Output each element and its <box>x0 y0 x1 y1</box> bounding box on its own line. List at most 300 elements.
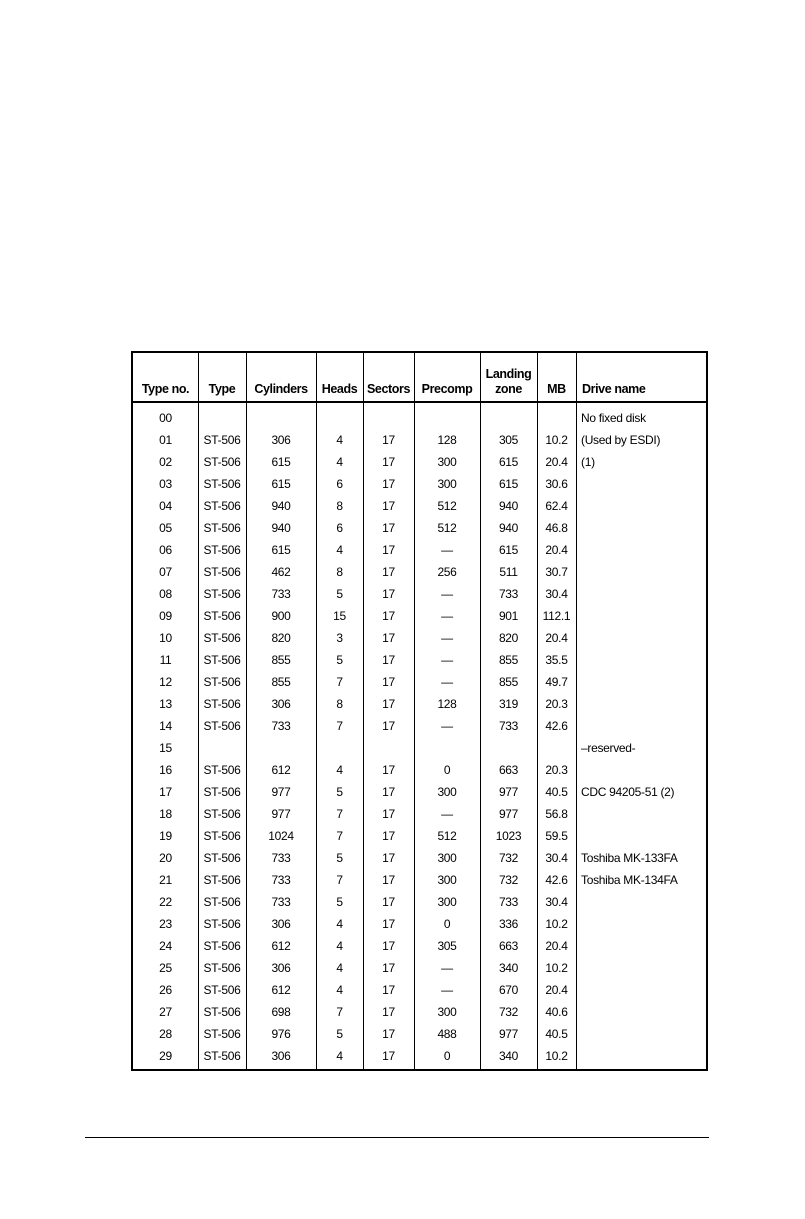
table-row <box>133 759 706 782</box>
cell-heads: 4 <box>336 455 343 469</box>
table-row <box>133 583 706 606</box>
table-row <box>133 473 706 496</box>
table-row <box>133 737 706 760</box>
cell-mb: 62.4 <box>545 499 568 513</box>
cell-mb: 40.5 <box>545 1027 568 1041</box>
cell-cylinders: 733 <box>271 587 291 601</box>
table-row <box>133 561 706 584</box>
cell-heads: 7 <box>336 1005 343 1019</box>
cell-sectors: 17 <box>382 829 395 843</box>
header-drive-name: Drive name <box>582 382 646 396</box>
cell-heads: 4 <box>336 543 343 557</box>
cell-landing-zone: 733 <box>498 895 519 909</box>
cell-cylinders: 976 <box>271 1027 291 1041</box>
cell-type: ST-506 <box>203 631 241 645</box>
cell-type-no: 15 <box>159 741 172 755</box>
cell-cylinders: 615 <box>271 543 291 557</box>
table-row <box>133 1023 706 1046</box>
cell-cylinders: 612 <box>271 763 291 777</box>
table-row <box>133 1045 706 1068</box>
cell-type-no: 13 <box>159 697 172 711</box>
cell-precomp: 512 <box>437 829 457 843</box>
cell-sectors: 17 <box>382 939 395 953</box>
cell-sectors: 17 <box>382 521 395 535</box>
cell-type: ST-506 <box>203 499 241 513</box>
footer-rule <box>85 1137 709 1138</box>
cell-landing-zone: 336 <box>498 917 519 931</box>
cell-type: ST-506 <box>203 455 241 469</box>
cell-cylinders: 733 <box>271 719 291 733</box>
cell-type-no: 16 <box>159 763 172 777</box>
cell-type: ST-506 <box>203 1027 241 1041</box>
cell-type: ST-506 <box>203 807 241 821</box>
cell-drive-name <box>576 891 708 914</box>
cell-type: ST-506 <box>203 565 241 579</box>
cell-type-no: 26 <box>159 983 172 997</box>
cell-cylinders: 977 <box>271 807 291 821</box>
cell-sectors: 17 <box>382 1005 395 1019</box>
cell-type-no: 27 <box>159 1005 172 1019</box>
cell-type-no: 05 <box>159 521 172 535</box>
header-sectors: Sectors <box>366 382 411 396</box>
cell-sectors: 17 <box>382 455 395 469</box>
table-row <box>133 1001 706 1024</box>
cell-cylinders: 940 <box>271 521 291 535</box>
cell-heads: 4 <box>336 961 343 975</box>
cell-sectors: 17 <box>382 1027 395 1041</box>
cell-drive-name <box>576 715 708 738</box>
cell-type-no: 20 <box>159 851 172 865</box>
cell-sectors: 17 <box>382 807 395 821</box>
cell-heads: 5 <box>336 653 343 667</box>
cell-sectors: 17 <box>382 763 395 777</box>
cell-type: ST-506 <box>203 543 241 557</box>
cell-precomp: — <box>441 609 453 623</box>
cell-mb: 10.2 <box>545 917 568 931</box>
cell-sectors: 17 <box>382 675 395 689</box>
cell-drive-name: (1) <box>581 455 595 469</box>
cell-landing-zone: 615 <box>498 477 519 491</box>
cell-type: ST-506 <box>203 1005 241 1019</box>
cell-mb: 30.4 <box>545 895 568 909</box>
cell-heads <box>316 737 363 760</box>
cell-precomp: — <box>441 807 453 821</box>
cell-precomp <box>414 737 480 760</box>
cell-sectors: 17 <box>382 961 395 975</box>
cell-landing-zone: 670 <box>498 983 519 997</box>
cell-type: ST-506 <box>203 961 241 975</box>
cell-mb: 42.6 <box>545 873 568 887</box>
cell-landing-zone: 855 <box>498 675 519 689</box>
cell-mb: 30.4 <box>545 851 568 865</box>
cell-precomp: 300 <box>437 785 457 799</box>
table-row <box>133 429 706 452</box>
cell-precomp: 300 <box>437 477 457 491</box>
cell-type-no: 02 <box>159 455 172 469</box>
table-row <box>133 671 706 694</box>
cell-heads: 6 <box>336 521 343 535</box>
cell-type-no: 06 <box>159 543 172 557</box>
cell-landing-zone: 732 <box>498 851 519 865</box>
cell-drive-name <box>576 473 708 496</box>
cell-cylinders: 306 <box>271 961 291 975</box>
cell-cylinders: 306 <box>271 697 291 711</box>
cell-mb: 20.3 <box>545 763 568 777</box>
table-row <box>133 957 706 980</box>
cell-landing-zone: 732 <box>498 873 519 887</box>
header-landing-zone: Landing zone <box>485 367 532 396</box>
cell-sectors: 17 <box>382 565 395 579</box>
cell-heads: 8 <box>336 565 343 579</box>
cell-drive-name <box>576 957 708 980</box>
cell-sectors: 17 <box>382 477 395 491</box>
cell-landing-zone: 340 <box>498 1049 519 1063</box>
cell-sectors: 17 <box>382 543 395 557</box>
cell-heads: 5 <box>336 851 343 865</box>
table-row <box>133 605 706 628</box>
header-heads: Heads <box>321 382 358 396</box>
cell-mb: 59.5 <box>545 829 568 843</box>
cell-mb: 112.1 <box>542 609 571 623</box>
cell-precomp: 128 <box>437 433 457 447</box>
cell-drive-name <box>576 759 708 782</box>
cell-heads: 4 <box>336 983 343 997</box>
cell-cylinders: 615 <box>271 455 291 469</box>
cell-heads: 15 <box>333 609 346 623</box>
cell-cylinders: 733 <box>271 851 291 865</box>
cell-type <box>198 407 246 430</box>
cell-type: ST-506 <box>203 587 241 601</box>
cell-sectors: 17 <box>382 631 395 645</box>
cell-drive-name <box>576 979 708 1002</box>
cell-landing-zone: 663 <box>498 763 519 777</box>
cell-landing-zone: 340 <box>498 961 519 975</box>
header-precomp: Precomp <box>421 382 473 396</box>
cell-drive-name <box>576 1045 708 1068</box>
cell-heads: 4 <box>336 917 343 931</box>
cell-landing-zone: 855 <box>498 653 519 667</box>
cell-sectors: 17 <box>382 719 395 733</box>
cell-type: ST-506 <box>203 1049 241 1063</box>
cell-sectors: 17 <box>382 609 395 623</box>
cell-sectors: 17 <box>382 917 395 931</box>
cell-mb: 40.6 <box>545 1005 568 1019</box>
table-row <box>133 451 706 474</box>
cell-type-no: 19 <box>159 829 172 843</box>
cell-mb: 42.6 <box>545 719 568 733</box>
cell-drive-name <box>576 693 708 716</box>
table-row <box>133 781 706 804</box>
header-rule <box>133 401 706 403</box>
cell-landing-zone: 305 <box>498 433 519 447</box>
cell-precomp: 300 <box>437 873 457 887</box>
cell-heads: 6 <box>336 477 343 491</box>
cell-type: ST-506 <box>203 521 241 535</box>
cell-type-no: 18 <box>159 807 172 821</box>
cell-mb: 20.4 <box>545 455 568 469</box>
cell-cylinders: 612 <box>271 983 291 997</box>
cell-landing-zone: 732 <box>498 1005 519 1019</box>
cell-precomp: — <box>441 543 453 557</box>
cell-sectors <box>363 737 414 760</box>
cell-heads: 7 <box>336 873 343 887</box>
cell-type-no: 25 <box>159 961 172 975</box>
cell-landing-zone: 940 <box>498 499 519 513</box>
cell-type-no: 29 <box>159 1049 172 1063</box>
cell-type-no: 23 <box>159 917 172 931</box>
cell-type: ST-506 <box>203 983 241 997</box>
cell-precomp: 488 <box>437 1027 457 1041</box>
cell-mb: 20.4 <box>545 543 568 557</box>
table-row <box>133 891 706 914</box>
cell-mb: 56.8 <box>545 807 568 821</box>
cell-cylinders: 733 <box>271 895 291 909</box>
cell-type-no: 01 <box>159 433 172 447</box>
cell-mb: 30.7 <box>545 565 568 579</box>
cell-type: ST-506 <box>203 719 241 733</box>
cell-type: ST-506 <box>203 851 241 865</box>
cell-landing-zone: 319 <box>498 697 519 711</box>
cell-cylinders: 977 <box>271 785 291 799</box>
cell-cylinders: 462 <box>271 565 291 579</box>
table-row <box>133 869 706 892</box>
header-type: Type <box>208 382 236 396</box>
cell-precomp: — <box>441 631 453 645</box>
cell-precomp: 300 <box>437 895 457 909</box>
cell-precomp: 0 <box>443 763 451 777</box>
cell-precomp: — <box>441 719 453 733</box>
cell-type: ST-506 <box>203 939 241 953</box>
cell-heads: 7 <box>336 675 343 689</box>
cell-type-no: 21 <box>159 873 172 887</box>
cell-mb: 10.2 <box>545 433 568 447</box>
cell-type-no: 14 <box>159 719 172 733</box>
cell-precomp: 256 <box>437 565 457 579</box>
cell-mb <box>537 737 576 760</box>
cell-precomp: 0 <box>443 917 451 931</box>
cell-type-no: 28 <box>159 1027 172 1041</box>
cell-landing-zone: 615 <box>498 455 519 469</box>
cell-sectors: 17 <box>382 1049 395 1063</box>
cell-heads: 7 <box>336 719 343 733</box>
cell-sectors: 17 <box>382 499 395 513</box>
cell-landing-zone: 977 <box>498 785 519 799</box>
cell-landing-zone: 663 <box>498 939 519 953</box>
cell-type-no: 04 <box>159 499 172 513</box>
cell-type-no: 00 <box>159 411 172 425</box>
table-row <box>133 649 706 672</box>
cell-type-no: 17 <box>159 785 172 799</box>
cell-type: ST-506 <box>203 653 241 667</box>
cell-type: ST-506 <box>203 763 241 777</box>
cell-precomp: 300 <box>437 455 457 469</box>
cell-landing-zone: 977 <box>498 807 519 821</box>
cell-drive-name <box>576 913 708 936</box>
cell-cylinders: 733 <box>271 873 291 887</box>
cell-drive-name <box>576 583 708 606</box>
cell-sectors: 17 <box>382 851 395 865</box>
cell-cylinders: 855 <box>271 653 291 667</box>
cell-mb: 20.4 <box>545 939 568 953</box>
cell-heads: 7 <box>336 807 343 821</box>
cell-drive-name <box>576 671 708 694</box>
cell-drive-name <box>576 1023 708 1046</box>
cell-precomp: 128 <box>437 697 457 711</box>
cell-drive-name <box>576 825 708 848</box>
cell-precomp: 305 <box>437 939 457 953</box>
cell-sectors: 17 <box>382 653 395 667</box>
cell-cylinders <box>246 407 316 430</box>
cell-heads: 5 <box>336 1027 343 1041</box>
cell-precomp: 300 <box>437 851 457 865</box>
cell-drive-name <box>576 803 708 826</box>
cell-type: ST-506 <box>203 917 241 931</box>
cell-type-no: 22 <box>159 895 172 909</box>
cell-mb: 30.6 <box>545 477 568 491</box>
cell-cylinders: 940 <box>271 499 291 513</box>
cell-precomp: — <box>441 653 453 667</box>
cell-drive-name: CDC 94205-51 (2) <box>581 785 675 799</box>
cell-type-no: 12 <box>159 675 172 689</box>
table-row <box>133 803 706 826</box>
cell-heads: 4 <box>336 939 343 953</box>
cell-precomp: — <box>441 675 453 689</box>
header-mb: MB <box>547 382 566 396</box>
cell-type: ST-506 <box>203 477 241 491</box>
cell-landing-zone: 615 <box>498 543 519 557</box>
table-row <box>133 935 706 958</box>
cell-cylinders: 615 <box>271 477 291 491</box>
cell-drive-name <box>576 605 708 628</box>
cell-sectors: 17 <box>382 895 395 909</box>
cell-landing-zone <box>480 737 537 760</box>
cell-mb: 20.3 <box>545 697 568 711</box>
table-row <box>133 979 706 1002</box>
cell-precomp: — <box>441 983 453 997</box>
cell-drive-name <box>576 495 708 518</box>
cell-type-no: 24 <box>159 939 172 953</box>
cell-landing-zone: 820 <box>498 631 519 645</box>
cell-precomp: — <box>441 587 453 601</box>
cell-type: ST-506 <box>203 609 241 623</box>
cell-heads: 5 <box>336 785 343 799</box>
cell-type: ST-506 <box>203 829 241 843</box>
cell-mb: 10.2 <box>545 1049 568 1063</box>
cell-mb: 10.2 <box>545 961 568 975</box>
cell-type: ST-506 <box>203 675 241 689</box>
cell-cylinders <box>246 737 316 760</box>
cell-heads: 7 <box>336 829 343 843</box>
cell-heads: 8 <box>336 499 343 513</box>
drive-type-table <box>131 351 708 1071</box>
table-row <box>133 715 706 738</box>
cell-heads: 4 <box>336 1049 343 1063</box>
cell-precomp: 512 <box>437 521 457 535</box>
cell-sectors: 17 <box>382 697 395 711</box>
cell-precomp: 0 <box>443 1049 451 1063</box>
cell-heads: 5 <box>336 587 343 601</box>
cell-type: ST-506 <box>203 873 241 887</box>
cell-sectors: 17 <box>382 983 395 997</box>
cell-landing-zone: 511 <box>499 565 518 579</box>
cell-drive-name <box>576 935 708 958</box>
cell-mb: 35.5 <box>545 653 568 667</box>
cell-type: ST-506 <box>203 697 241 711</box>
cell-heads <box>316 407 363 430</box>
table-row <box>133 847 706 870</box>
cell-drive-name: No fixed disk <box>581 411 646 425</box>
cell-cylinders: 306 <box>271 433 291 447</box>
cell-drive-name: Toshiba MK-134FA <box>581 873 678 887</box>
cell-cylinders: 306 <box>271 1049 291 1063</box>
table-row <box>133 693 706 716</box>
cell-heads: 8 <box>336 697 343 711</box>
table-row <box>133 517 706 540</box>
cell-type: ST-506 <box>203 895 241 909</box>
cell-drive-name <box>576 627 708 650</box>
cell-drive-name <box>576 517 708 540</box>
cell-heads: 3 <box>336 631 343 645</box>
table-row <box>133 495 706 518</box>
cell-drive-name <box>576 561 708 584</box>
cell-precomp: 512 <box>437 499 457 513</box>
table-row <box>133 913 706 936</box>
cell-cylinders: 306 <box>271 917 291 931</box>
cell-drive-name: –reserved- <box>581 741 636 755</box>
cell-type-no: 07 <box>159 565 172 579</box>
cell-mb: 40.5 <box>545 785 568 799</box>
table-row <box>133 825 706 848</box>
cell-type: ST-506 <box>203 785 241 799</box>
table-row <box>133 407 706 430</box>
cell-landing-zone: 901 <box>498 609 519 623</box>
cell-precomp: — <box>441 961 453 975</box>
cell-landing-zone <box>480 407 537 430</box>
cell-sectors: 17 <box>382 785 395 799</box>
cell-landing-zone: 733 <box>498 719 519 733</box>
cell-drive-name <box>576 539 708 562</box>
cell-mb: 46.8 <box>545 521 568 535</box>
cell-cylinders: 698 <box>271 1005 291 1019</box>
table-row <box>133 539 706 562</box>
cell-type: ST-506 <box>203 433 241 447</box>
header-type-no: Type no. <box>141 382 190 396</box>
cell-drive-name: Toshiba MK-133FA <box>581 851 678 865</box>
cell-mb: 30.4 <box>545 587 568 601</box>
cell-mb <box>537 407 576 430</box>
cell-type-no: 09 <box>159 609 172 623</box>
cell-cylinders: 612 <box>271 939 291 953</box>
cell-cylinders: 855 <box>271 675 291 689</box>
cell-mb: 49.7 <box>545 675 568 689</box>
cell-sectors <box>363 407 414 430</box>
cell-mb: 20.4 <box>545 983 568 997</box>
cell-precomp: 300 <box>437 1005 457 1019</box>
cell-type-no: 10 <box>159 631 172 645</box>
cell-landing-zone: 1023 <box>495 829 522 843</box>
cell-precomp <box>414 407 480 430</box>
cell-cylinders: 1024 <box>268 829 294 843</box>
cell-landing-zone: 940 <box>498 521 519 535</box>
cell-heads: 4 <box>336 763 343 777</box>
cell-heads: 4 <box>336 433 343 447</box>
cell-type <box>198 737 246 760</box>
cell-drive-name: (Used by ESDI) <box>581 433 661 447</box>
cell-heads: 5 <box>336 895 343 909</box>
cell-drive-name <box>576 1001 708 1024</box>
cell-type-no: 11 <box>159 653 172 667</box>
cell-type-no: 08 <box>159 587 172 601</box>
